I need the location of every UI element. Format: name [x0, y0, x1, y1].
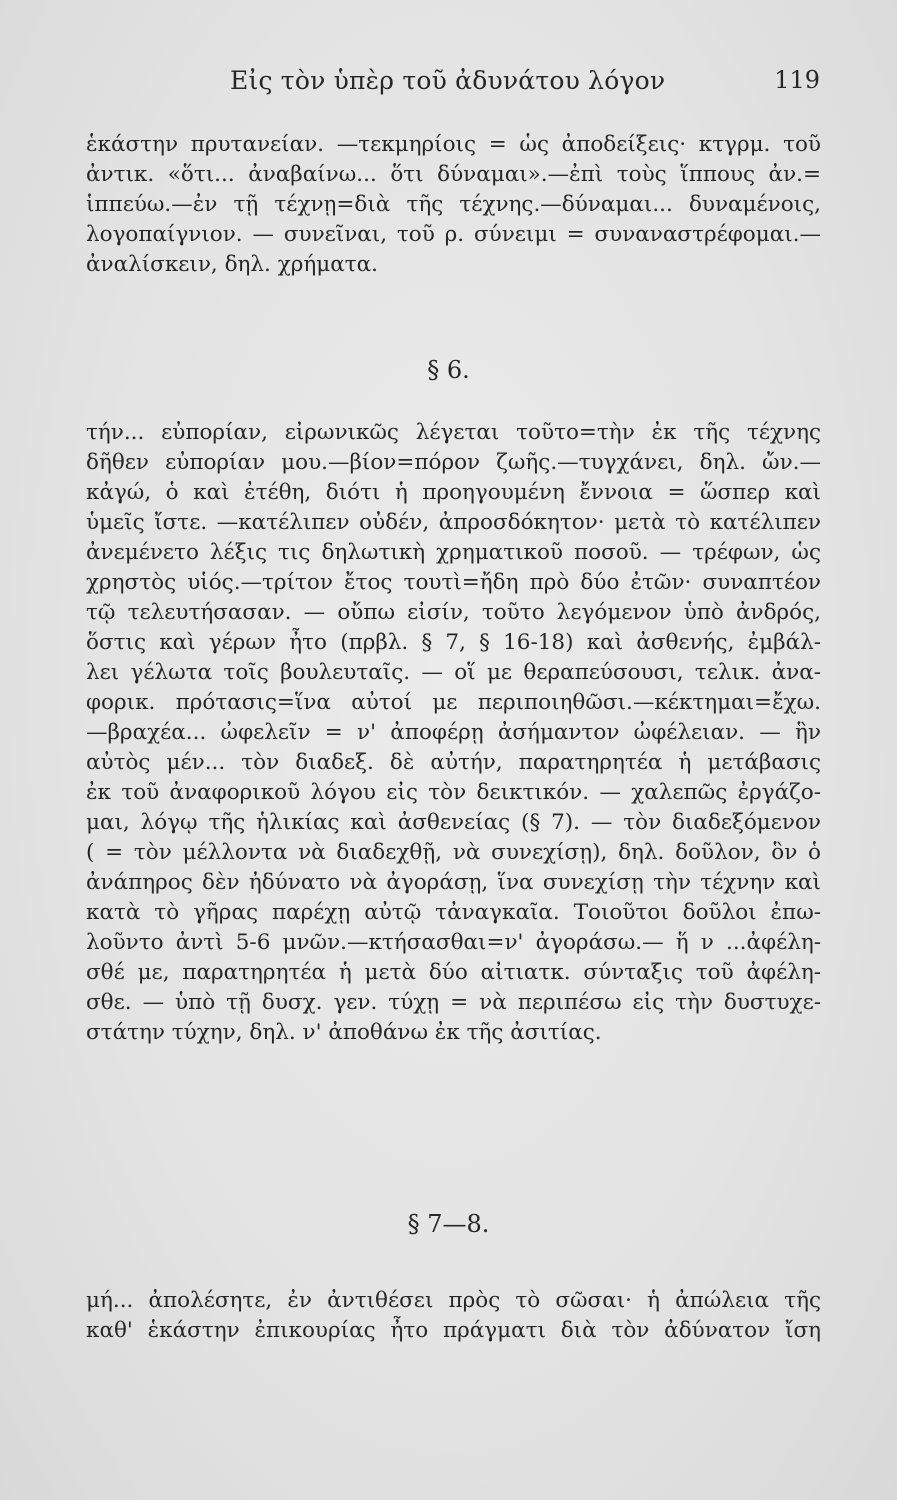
section-heading-7-8: § 7—8.	[407, 1210, 490, 1238]
running-head: Εἰς τὸν ὑπὲρ τοῦ ἀδυνάτου λόγον	[230, 66, 666, 95]
text-line: χρηστὸς υἱός.—τρίτον ἔτος τουτὶ=ἤδη πρὸ δύο ἐτῶν· συναπτέον	[86, 570, 821, 595]
commentary-block-1	[86, 130, 821, 280]
text-line: σθε. — ὑπὸ τῇ δυσχ. γεν. τύχῃ = νὰ περιπέσω εἰς τὴν δυστυχε-	[86, 990, 821, 1015]
text-line: λει γέλωτα τοῖς βουλευταῖς. — οἵ με θεραπεύσουσι, τελικ. ἀνα-	[86, 660, 821, 685]
commentary-block-2	[86, 418, 821, 1048]
text-line: λογοπαίγνιον. — συνεῖναι, τοῦ ρ. σύνειμι = συναναστρέφομαι.—	[86, 222, 821, 247]
text-line: λοῦντο ἀντὶ 5-6 μνῶν.—κτήσασθαι=ν' ἀγοράσω.— ἥ ν ...ἀφέλη-	[86, 930, 821, 955]
text-line: δῆθεν εὐπορίαν μου.—βίον=πόρον ζωῆς.—τυγχάνει, δηλ. ὤν.—	[86, 450, 821, 475]
text-line: —βραχέα... ὠφελεῖν = ν' ἀποφέρῃ ἀσήμαντον ὠφέλειαν. — ἣν	[86, 720, 821, 745]
commentary-block-3	[86, 1286, 821, 1346]
page-header	[90, 66, 820, 106]
text-line: ἐκ τοῦ ἀναφορικοῦ λόγου εἰς τὸν δεικτικόν. — χαλεπῶς ἐργάζο-	[86, 780, 821, 805]
page-number: 119	[774, 66, 820, 94]
text-line: κατὰ τὸ γῆρας παρέχῃ αὐτῷ τἀναγκαῖα. Τοιοῦτοι δοῦλοι ἐπω-	[86, 900, 821, 925]
text-line: αὐτὸς μέν... τὸν διαδεξ. δὲ αὐτήν, παρατηρητέα ἡ μετάβασις	[86, 750, 821, 775]
text-line: τῷ τελευτήσασαν. — οὔπω εἰσίν, τοῦτο λεγόμενον ὑπὸ ἀνδρός,	[86, 600, 821, 625]
text-line: ἱππεύω.—ἐν τῇ τέχνῃ=διὰ τῆς τέχνης.—δύναμαι... δυναμένοις,	[86, 192, 821, 217]
section-heading-6: § 6.	[427, 356, 470, 384]
text-line: ἀναλίσκειν, δηλ. χρήματα.	[86, 252, 378, 277]
text-line: ( = τὸν μέλλοντα νὰ διαδεχθῇ, νὰ συνεχίσῃ), δηλ. δοῦλον, ὃν ὁ	[86, 840, 821, 865]
text-line: μή... ἀπολέσητε, ἐν ἀντιθέσει πρὸς τὸ σῶσαι· ἡ ἀπώλεια τῆς	[86, 1288, 821, 1313]
text-line: ὑμεῖς ἴστε. —κατέλιπεν οὐδέν, ἀπροσδόκητον· μετὰ τὸ κατέλιπεν	[86, 510, 821, 535]
text-line: ὅστις καὶ γέρων ἦτο (πρβλ. § 7, § 16-18) καὶ ἀσθενής, ἐμβάλ-	[86, 630, 821, 655]
text-line: κἀγώ, ὁ καὶ ἐτέθη, διότι ἡ προηγουμένη ἔννοια = ὥσπερ καὶ	[86, 480, 821, 505]
text-line: στάτην τύχην, δηλ. ν' ἀποθάνω ἐκ τῆς ἀσιτίας.	[86, 1020, 602, 1045]
text-line: ἀντικ. «ὅτι... ἀναβαίνω... ὅτι δύναμαι».—ἐπὶ τοὺς ἵππους ἀν.=	[86, 162, 821, 187]
text-line: τήν... εὐπορίαν, εἰρωνικῶς λέγεται τοῦτο=τὴν ἐκ τῆς τέχνης	[86, 420, 821, 445]
text-line: φορικ. πρότασις=ἵνα αὐτοί με περιποιηθῶσι.—κέκτημαι=ἔχω.	[86, 690, 821, 715]
text-line: ἑκάστην πρυτανείαν. —τεκμηρίοις = ὡς ἀποδείξεις· κτγρμ. τοῦ	[86, 132, 821, 157]
text-line: ἀνάπηρος δὲν ἠδύνατο νὰ ἀγοράσῃ, ἵνα συνεχίσῃ τὴν τέχνην καὶ	[86, 870, 821, 895]
text-line: καθ' ἑκάστην ἐπικουρίας ἦτο πράγματι διὰ τὸν ἀδύνατον ἴση	[86, 1318, 821, 1343]
text-line: σθέ με, παρατηρητέα ἡ μετὰ δύο αἰτιατκ. σύνταξις τοῦ ἀφέλη-	[86, 960, 821, 985]
text-line: ἀνεμένετο λέξις τις δηλωτικὴ χρηματικοῦ ποσοῦ. — τρέφων, ὡς	[86, 540, 821, 565]
text-line: μαι, λόγῳ τῆς ἡλικίας καὶ ἀσθενείας (§ 7). — τὸν διαδεξόμενον	[86, 810, 821, 835]
